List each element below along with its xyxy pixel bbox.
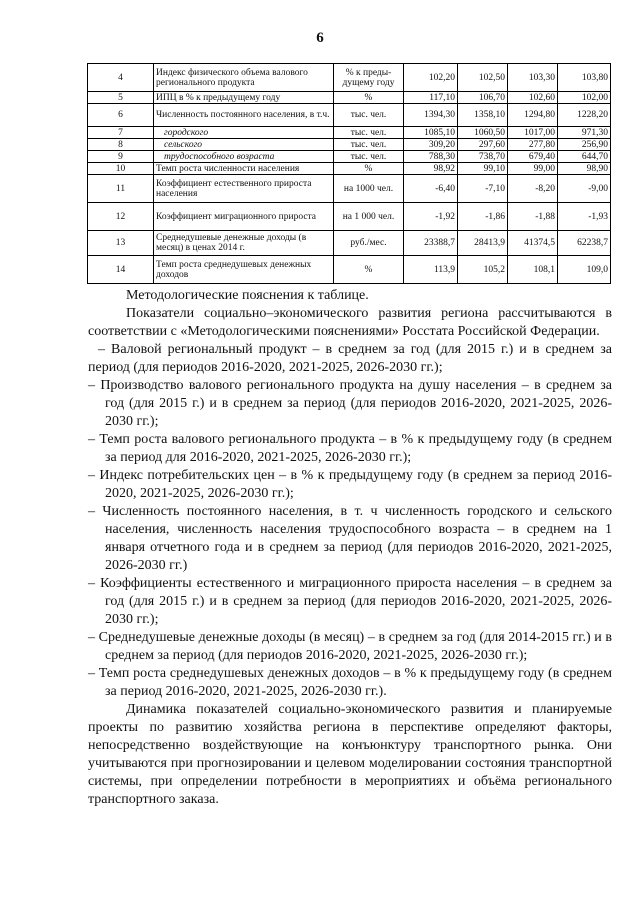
unit-cell: тыс. чел. <box>334 104 404 127</box>
value-cell: 98,90 <box>558 163 611 175</box>
value-cell: 1228,20 <box>558 104 611 127</box>
value-cell: 644,70 <box>558 151 611 163</box>
value-cell: -8,20 <box>508 175 558 203</box>
bullet-item: – Численность постоянного населения, в т. ч численность городского и сельского населения, численность населения трудоспособного возраста – в среднем на 1 января отчетного года и в среднем за период (для периодов 2016-2020, 2021-2025, 2026-2030 гг.) <box>88 504 612 573</box>
table-row <box>88 163 611 175</box>
table-row <box>88 151 611 163</box>
value-cell: 109,0 <box>558 256 611 284</box>
bullet-list <box>88 341 612 701</box>
indicator-name: Среднедушевые денежные доходы (в месяц) в ценах 2014 г. <box>154 231 334 256</box>
bullet-item: – Валовой региональный продукт – в среднем за год (для 2015 г.) и в среднем за период (для периодов 2016-2020, 2021-2025, 2026-2030 гг.); <box>88 342 612 375</box>
value-cell: 28413,9 <box>458 231 508 256</box>
indicator-name: Темп роста численности населения <box>154 163 334 175</box>
value-cell: 102,20 <box>404 64 458 92</box>
value-cell: 1358,10 <box>458 104 508 127</box>
unit-cell: тыс. чел. <box>334 139 404 151</box>
row-number: 11 <box>88 175 154 203</box>
value-cell: 1060,50 <box>458 127 508 139</box>
indicator-name: ИПЦ в % к предыдущему году <box>154 92 334 104</box>
value-cell: 106,70 <box>458 92 508 104</box>
row-number: 13 <box>88 231 154 256</box>
value-cell: 256,90 <box>558 139 611 151</box>
value-cell: 971,30 <box>558 127 611 139</box>
value-cell: -1,86 <box>458 203 508 231</box>
indicator-name: Численность постоянного населения, в т.ч. <box>154 104 334 127</box>
value-cell: 99,00 <box>508 163 558 175</box>
value-cell: 41374,5 <box>508 231 558 256</box>
row-number: 10 <box>88 163 154 175</box>
value-cell: 679,40 <box>508 151 558 163</box>
value-cell: 309,20 <box>404 139 458 151</box>
unit-cell: тыс. чел. <box>334 127 404 139</box>
row-number: 7 <box>88 127 154 139</box>
value-cell: 113,9 <box>404 256 458 284</box>
bullet-item: – Производство валового регионального продукта на душу населения – в среднем за год (для 2015 г.) и в среднем за период (для периодов 2016-2020, 2021-2025, 2026-2030 гг.); <box>88 378 612 429</box>
value-cell: 1294,80 <box>508 104 558 127</box>
table-row <box>88 256 611 284</box>
indicators-table <box>87 63 611 284</box>
row-number: 8 <box>88 139 154 151</box>
table-row <box>88 64 611 92</box>
indicator-name: Коэффициент естественного прироста населения <box>154 175 334 203</box>
value-cell: -1,93 <box>558 203 611 231</box>
table-row <box>88 104 611 127</box>
value-cell: 1017,00 <box>508 127 558 139</box>
row-number: 4 <box>88 64 154 92</box>
unit-cell: на 1000 чел. <box>334 175 404 203</box>
unit-cell: руб./мес. <box>334 231 404 256</box>
indicator-name: сельского <box>154 139 334 151</box>
bullet-item: – Темп роста среднедушевых денежных доходов – в % к предыдущему году (в среднем за период 2016-2020, 2021-2025, 2026-2030 гг.). <box>88 666 612 699</box>
bullet-item: – Коэффициенты естественного и миграционного прироста населения – в среднем за год (для 2015 г.) и в среднем за период (для периодов 2016-2020, 2021-2025, 2026-2030 гг.); <box>88 576 612 627</box>
row-number: 9 <box>88 151 154 163</box>
bullet-item: – Среднедушевые денежные доходы (в месяц) – в среднем за год (для 2014-2015 гг.) и в среднем за период (для периодов 2016-2020, 2021-2025, 2026-2030 гг.); <box>88 630 612 663</box>
value-cell: -1,88 <box>508 203 558 231</box>
table-row <box>88 231 611 256</box>
unit-cell: % <box>334 163 404 175</box>
value-cell: 297,60 <box>458 139 508 151</box>
table-row <box>88 175 611 203</box>
unit-cell: % <box>334 256 404 284</box>
value-cell: 738,70 <box>458 151 508 163</box>
unit-cell: на 1 000 чел. <box>334 203 404 231</box>
value-cell: -1,92 <box>404 203 458 231</box>
indicator-name: Темп роста среднедушевых денежных доходов <box>154 256 334 284</box>
value-cell: 62238,7 <box>558 231 611 256</box>
indicator-name: трудоспособного возраста <box>154 151 334 163</box>
explanatory-text <box>88 287 612 809</box>
table-row <box>88 92 611 104</box>
unit-cell: % <box>334 92 404 104</box>
value-cell: 102,50 <box>458 64 508 92</box>
value-cell: 105,2 <box>458 256 508 284</box>
indicator-name: городского <box>154 127 334 139</box>
unit-cell: % к преды-дущему году <box>334 64 404 92</box>
row-number: 14 <box>88 256 154 284</box>
intro-paragraph: Показатели социально–экономического развития региона рассчитываются в соответствии с «Методологическими пояснениями» Росстата Российской Федерации. <box>88 306 612 339</box>
value-cell: 103,80 <box>558 64 611 92</box>
page-number: 6 <box>316 30 324 46</box>
value-cell: -6,40 <box>404 175 458 203</box>
indicator-name: Коэффициент миграционного прироста <box>154 203 334 231</box>
value-cell: 102,00 <box>558 92 611 104</box>
value-cell: 99,10 <box>458 163 508 175</box>
value-cell: 102,60 <box>508 92 558 104</box>
row-number: 5 <box>88 92 154 104</box>
row-number: 12 <box>88 203 154 231</box>
bullet-item: – Индекс потребительских цен – в % к предыдущему году (в среднем за период 2016-2020, 2021-2025, 2026-2030 гг.); <box>88 468 612 501</box>
value-cell: -9,00 <box>558 175 611 203</box>
indicator-name: Индекс физического объема валового регионального продукта <box>154 64 334 92</box>
value-cell: 277,80 <box>508 139 558 151</box>
conclusion-paragraph: Динамика показателей социально-экономического развития и планируемые проекты по развитию хозяйства региона в перспективе определяют факторы, непосредственно воздействующие на конъюнктуру транспортного рынка. Они учитываются при прогнозировании и целевом моделировании состояния транспортной системы, при определении потребности в мероприятиях и объёма регионального транспортного заказа. <box>88 702 612 807</box>
value-cell: 1394,30 <box>404 104 458 127</box>
bullet-item: – Темп роста валового регионального продукта – в % к предыдущему году (в среднем за период для 2016-2020, 2021-2025, 2026-2030 гг.); <box>88 432 612 465</box>
value-cell: 103,30 <box>508 64 558 92</box>
table-row <box>88 139 611 151</box>
value-cell: 788,30 <box>404 151 458 163</box>
unit-cell: тыс. чел. <box>334 151 404 163</box>
value-cell: 23388,7 <box>404 231 458 256</box>
value-cell: 108,1 <box>508 256 558 284</box>
value-cell: 98,92 <box>404 163 458 175</box>
value-cell: 1085,10 <box>404 127 458 139</box>
value-cell: 117,10 <box>404 92 458 104</box>
table-caption: Методологические пояснения к таблице. <box>126 288 369 303</box>
table-row <box>88 127 611 139</box>
value-cell: -7,10 <box>458 175 508 203</box>
table-row <box>88 203 611 231</box>
row-number: 6 <box>88 104 154 127</box>
